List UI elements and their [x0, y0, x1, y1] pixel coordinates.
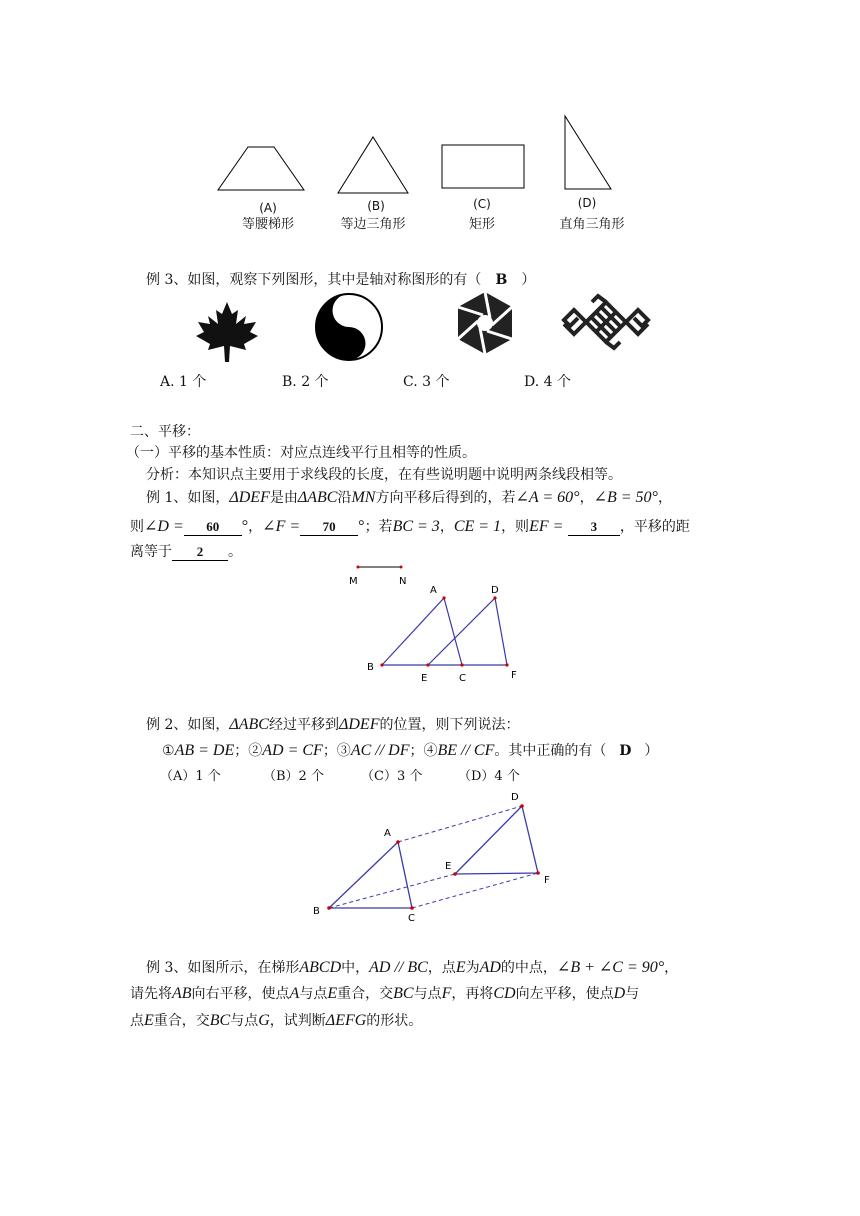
shape-label-b: (B) [367, 199, 385, 213]
section2-analysis: 分析：本知识点主要用于求线段的长度，在有些说明题中说明两条线段相等。 [146, 467, 622, 483]
ex1-label-b: B [367, 662, 374, 673]
ex2-label-f: F [544, 875, 550, 886]
isosceles-trapezoid-shape [218, 147, 304, 190]
shape-label-c: (C) [473, 197, 491, 211]
ex3-text-10: 重合，交 [337, 986, 394, 1002]
ex3-text-17: 与点 [230, 1013, 259, 1029]
shape-name-c: 矩形 [468, 217, 495, 232]
section2-heading: 二、平移： [130, 424, 200, 440]
ex2-label-c: C [408, 913, 415, 924]
ex1-label-n: N [399, 576, 407, 587]
ex2-text-5: ） [644, 743, 659, 759]
ex2-label-e: E [445, 861, 452, 872]
ex2-statement-1: AB = DE [174, 742, 235, 759]
ex3-text-11: 与点 [413, 986, 442, 1002]
ex3-line3 [130, 1011, 422, 1031]
shape-label-a: (A) [259, 201, 277, 215]
ex1-label-e: E [421, 673, 428, 684]
ex3-text-5: 的中点， [500, 960, 557, 976]
ex3-sym-option-c: C. 3 个 [403, 374, 450, 390]
ex1-angle-f: ∠F = [262, 518, 301, 535]
ex3-sym-answer: B [495, 272, 508, 288]
ex1-text-1: 例 1、如图， [146, 490, 230, 506]
ex1-text-7: ，则 [501, 519, 530, 535]
ex2-text-1: 例 2、如图， [146, 717, 230, 733]
ex2-line1 [146, 715, 519, 735]
ex3-point-e2: E [327, 985, 338, 1002]
ex3-text-2: 中， [341, 960, 370, 976]
ex1-text-5: 则 [130, 519, 144, 535]
ex3-text-13: 向左平移，使点 [515, 986, 614, 1002]
ex3-text-4: 为 [465, 960, 480, 976]
ex1-degree-2: ° [358, 518, 365, 535]
ex2-sep-1: ；② [234, 743, 263, 759]
ex2-statement-3: AC // DF [350, 742, 410, 759]
ex1-line3 [130, 542, 242, 562]
ex1-comma-1: ， [579, 490, 594, 506]
ex2-option-a: （A）1 个 [160, 769, 221, 784]
ex1-bc: BC = 3 [392, 518, 440, 535]
ex3-text-14: 与 [625, 986, 640, 1002]
ex2-answer: D [619, 743, 632, 759]
ex3-text-9: 与点 [299, 986, 328, 1002]
ex3-sym-option-d: D. 4 个 [524, 374, 571, 390]
ex1-angle-b: ∠B = 50° [593, 489, 658, 506]
ex2-text-3: 的位置，则下列说法： [379, 717, 520, 733]
ex3-ab: AB [172, 985, 192, 1002]
ex2-label-b: B [313, 906, 320, 917]
ex1-label-m: M [349, 576, 358, 587]
yin-yang-icon [314, 292, 384, 362]
ex1-text-3: 沿 [337, 490, 352, 506]
ex2-line2 [162, 741, 658, 761]
ex1-label-f: F [511, 670, 517, 681]
ex1-line1 [146, 488, 672, 508]
ex2-abc: ΔABC [229, 716, 269, 733]
ex1-text-4: 方向平移后得到的，若 [375, 490, 516, 506]
ex2-text-2: 经过平移到 [268, 717, 339, 733]
ex2-statement-4: BE // CF [437, 742, 495, 759]
ex1-angle-a: ∠A = 60° [515, 489, 580, 506]
ex2-text-4: 。其中正确的有（ [494, 743, 607, 759]
ex1-comma-3: ， [248, 519, 263, 535]
ex3-sym-prefix: 例 3、如图，观察下列图形，其中是轴对称图形的有（ [146, 272, 482, 288]
ex3-text-15: 点 [130, 1013, 144, 1029]
ex1-text-6: ；若 [364, 519, 393, 535]
ex1-label-d: D [491, 585, 499, 596]
shape-label-d: (D) [577, 196, 597, 210]
shape-name-a: 等腰梯形 [241, 217, 294, 232]
equilateral-triangle-shape [338, 137, 408, 193]
ex3-angle-sum: ∠B + ∠C = 90° [556, 959, 665, 976]
ex3-line1 [146, 958, 678, 978]
ex3-text-16: 重合，交 [153, 1013, 210, 1029]
ex1-answer-1: 60 [184, 519, 242, 536]
shape-name-b: 等边三角形 [340, 217, 406, 232]
ex1-mn: MN [351, 489, 376, 506]
section2-sub1: （一）平移的基本性质：对应点连线平行且相等的性质。 [126, 445, 476, 461]
hexagon-camera-icon [452, 290, 518, 356]
ex2-statement-2: AD = CF [262, 742, 323, 759]
rectangle-shape [442, 145, 524, 188]
ex3-abcd: ABCD [299, 959, 342, 976]
ex2-option-d: （D）4 个 [458, 769, 520, 784]
ex1-text-8: ，平移的距 [619, 519, 690, 535]
shape-name-d: 直角三角形 [559, 217, 625, 232]
ex3-ad: AD [479, 959, 501, 976]
ex2-option-b: （B）2 个 [263, 769, 324, 784]
ex1-degree-1: ° [241, 518, 249, 535]
ex3-point-f: F [441, 985, 452, 1002]
ex3-point-e3: E [144, 1012, 154, 1029]
ex3-point-g: G [258, 1012, 270, 1029]
ex3-text-8: 向右平移，使点 [191, 986, 290, 1002]
ex2-label-d: D [511, 792, 519, 803]
maple-leaf-icon [194, 300, 260, 364]
ex1-figure [340, 560, 540, 688]
ex1-angle-d: ∠D = [144, 518, 184, 535]
ex2-figure [305, 785, 565, 925]
ex3-text-12: ，再将 [451, 986, 494, 1002]
ex1-answer-4: 2 [172, 544, 228, 561]
ex1-comma-4: ， [439, 519, 454, 535]
ex3-bc: BC [393, 985, 414, 1002]
ex3-bc2: BC [209, 1012, 231, 1029]
ex1-answer-3: 3 [568, 519, 620, 536]
ex3-text-7: 请先将 [130, 986, 172, 1002]
ex3-point-e: E [455, 959, 466, 976]
ex3-sym-option-a: A. 1 个 [160, 374, 207, 390]
ex2-num-1: ① [162, 743, 175, 759]
ex3-sym-question [146, 270, 535, 290]
ex1-ce: CE = 1 [453, 518, 502, 535]
ex1-comma-2: ， [657, 490, 672, 506]
ex2-sep-3: ；④ [409, 743, 438, 759]
ex1-text-9: 离等于 [130, 544, 172, 560]
ex1-def: ΔDEF [229, 489, 270, 506]
ex3-text-19: 的形状。 [366, 1013, 423, 1029]
ex1-line2 [130, 517, 690, 537]
ex3-text-3: ，点 [427, 960, 456, 976]
ex3-text-6: ， [664, 960, 679, 976]
ex1-label-c: C [459, 673, 466, 684]
ex1-ef: EF = [529, 518, 564, 535]
ex1-abc: ΔABC [297, 489, 338, 506]
ex2-sep-2: ；③ [322, 743, 351, 759]
shapes-figure [210, 110, 630, 195]
ex1-text-10: 。 [228, 544, 242, 560]
ex3-sym-option-b: B. 2 个 [282, 374, 329, 390]
ex1-label-a: A [430, 585, 437, 596]
ex1-answer-2: 70 [300, 519, 358, 536]
ex3-efg: ΔEFG [325, 1012, 367, 1029]
ex3-point-a: A [289, 985, 300, 1002]
ex2-def: ΔDEF [338, 716, 380, 733]
endless-knot-icon [558, 292, 654, 352]
ex3-text-1: 例 3、如图所示，在梯形 [146, 960, 300, 976]
ex1-text-2: 是由 [269, 490, 298, 506]
ex2-label-a: A [384, 828, 391, 839]
ex3-sym-suffix: ） [521, 272, 536, 288]
ex3-point-d: D [613, 985, 626, 1002]
ex3-parallel: AD // BC [369, 959, 428, 976]
ex2-option-c: （C）3 个 [361, 769, 423, 784]
ex3-cd: CD [493, 985, 516, 1002]
right-triangle-shape [565, 116, 611, 189]
ex3-text-18: ，试判断 [269, 1013, 326, 1029]
ex3-line2 [130, 984, 639, 1004]
